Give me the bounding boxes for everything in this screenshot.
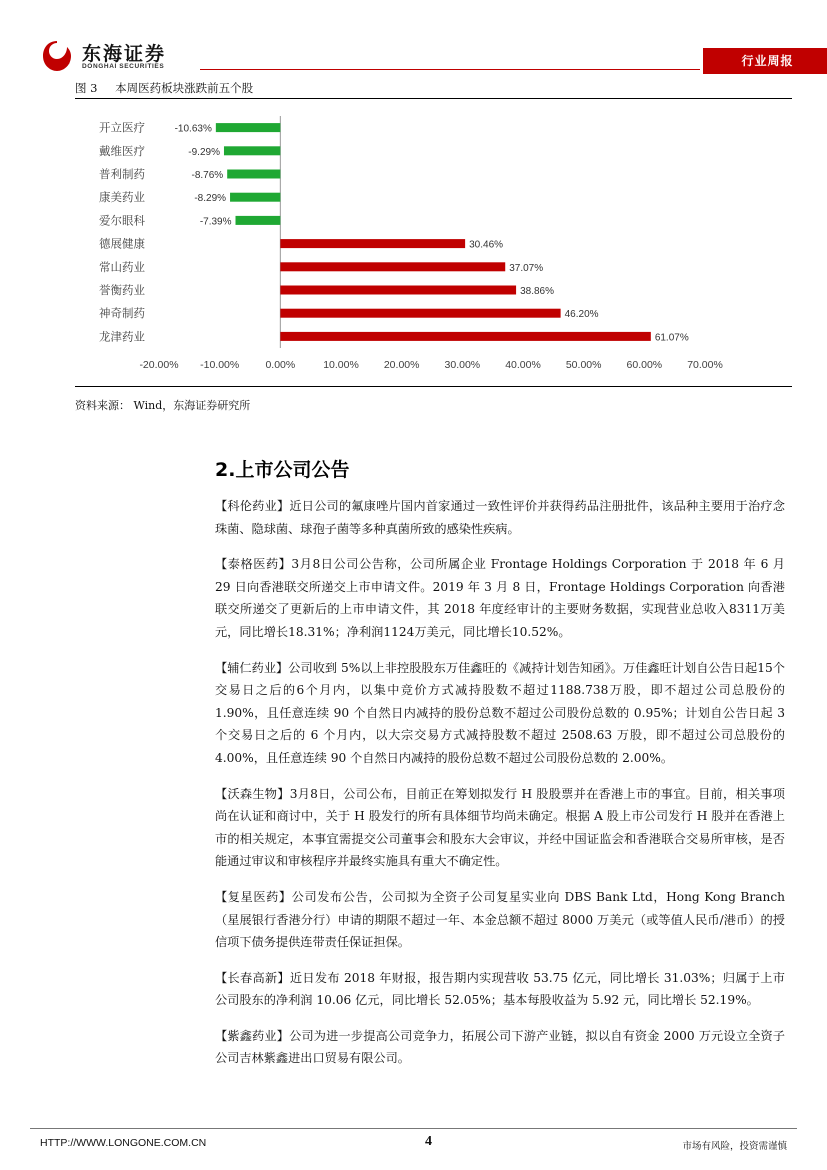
category-label: 誉衡药业 [99, 285, 145, 297]
data-label: 38.86% [520, 286, 555, 297]
x-tick-label: 30.00% [444, 359, 481, 371]
x-tick-label: 50.00% [565, 359, 602, 371]
category-label: 爱尔眼科 [99, 215, 145, 228]
bar [280, 239, 465, 248]
category-label: 常山药业 [99, 261, 145, 274]
announcement-paragraph: 【复星医药】公司发布公告，公司拟为全资子公司复星实业向 DBS Bank Ltd，Hong Kong Branch（星展银行香港分行）申请的期限不超过一年、本金总额不超过 8000 万美元（或等值人民币/港币）的授信项下债务提供连带责任保证担保。 [215, 889, 785, 950]
category-label: 开立医疗 [99, 122, 145, 135]
bar [230, 193, 280, 202]
figure-title: 本周医药板块涨跌前五个股 [115, 81, 254, 95]
figure-source: 资料来源： Wind，东海证券研究所 [75, 399, 251, 412]
announcement-paragraph: 【沃森生物】3月8日，公司公布，目前正在筹划拟发行 H 股股票并在香港上市的事宜。目前，相关事项尚在认证和商讨中，关于 H 股发行的所有具体细节均尚未确定。根据 A 股上市公司发行 H 股并在香港上市的相关规定，本事宜需提交公司董事会和股东大会审议，并经中国证监会和香港联合交易所审核，是否能通过审议和审核程序并最终实施具有重大不确定性。 [215, 786, 785, 869]
data-label: 30.46% [469, 239, 504, 251]
logo-chinese-name: 东海证券 [82, 43, 167, 65]
company-logo-icon [40, 38, 74, 74]
figure-label: 图 3 [75, 81, 98, 95]
x-tick-label: 0.00% [265, 359, 296, 371]
category-label: 龙津药业 [99, 331, 145, 344]
data-label: -8.29% [194, 193, 227, 205]
page-header [40, 38, 792, 74]
x-tick-label: 70.00% [687, 359, 723, 371]
figure-caption [75, 80, 792, 99]
bar [280, 309, 560, 318]
risk-disclaimer: 市场有风险，投资需谨慎 [682, 1141, 787, 1152]
x-tick-label: 10.00% [323, 359, 359, 371]
x-tick-label: 40.00% [505, 359, 541, 371]
data-label: -7.39% [199, 216, 232, 228]
bar [216, 123, 280, 132]
bar [227, 170, 280, 179]
logo-english-name: DONGHAI SECURITIES [82, 63, 165, 70]
bar [236, 216, 281, 225]
data-label: 61.07% [654, 332, 689, 344]
bar [224, 146, 280, 155]
data-label: -10.63% [174, 123, 212, 135]
announcement-paragraph: 【长春高新】近日发布 2018 年财报，报告期内实现营收 53.75 亿元，同比增长 31.03%；归属于上市公司股东的净利润 10.06 亿元，同比增长 52.05%；基本每股收益为 5.92 元，同比增长 52.19%。 [215, 970, 785, 1008]
page-number: 4 [425, 1134, 432, 1149]
announcement-paragraph: 【科伦药业】近日公司的氟康唑片国内首家通过一致性评价并获得药品注册批件，该品种主要用于治疗念珠菌、隐球菌、球孢子菌等多种真菌所致的感染性疾病。 [215, 499, 785, 536]
bar [280, 262, 505, 271]
announcement-paragraph: 【紫鑫药业】公司为进一步提高公司竞争力，拓展公司下游产业链，拟以自有资金 2000 万元设立全资子公司吉林紫鑫进出口贸易有限公司。 [215, 1028, 785, 1066]
footer-divider [30, 1128, 797, 1129]
category-label: 神奇制药 [99, 308, 145, 321]
announcement-paragraph: 【辅仁药业】公司收到 5%以上非控股股东万佳鑫旺的《减持计划告知函》。万佳鑫旺计划自公告日起15个交易日之后的6个月内，以集中竞价方式减持股数不超过1188.738万股，即不超过公司总股份的 1.90%，且任意连续 90 个自然日内减持的股份总数不超过公司股份总数的 0.95%；计划自公告日起 3 个交易日之后的 6 个月内，以大宗交易方式减持股数不超过 2508.63 万股，即不超过公司总股份的 4.00%，且任意连续 90 个自然日内减持的股份总数不超过公司股份总数的 2.00%。 [215, 660, 785, 765]
data-label: -9.29% [188, 146, 220, 158]
category-label: 普利制药 [99, 169, 145, 181]
data-label: -8.76% [191, 170, 224, 181]
data-label: 46.20% [564, 309, 599, 321]
category-label: 德展健康 [99, 238, 145, 251]
announcement-paragraph: 【泰格医药】3月8日公司公告称，公司所属企业 Frontage Holdings Corporation 于 2018 年 6 月 29 日向香港联交所递交上市申请文件。2019 年 3 月 8 日，Frontage Holdings Corporation 向香港联交所递交了更新后的上市申请文件，其 2018 年度经审计的主要财务数据，实现营业总收入8311万美元，同比增长18.31%；净利润1124万美元，同比增长10.52%。 [215, 557, 785, 639]
header-divider [200, 69, 700, 70]
data-label: 37.07% [509, 262, 544, 274]
figure-bottom-rule [75, 386, 792, 387]
footer-website-url: HTTP://WWW.LONGONE.COM.CN [40, 1137, 207, 1149]
x-tick-label: -20.00% [139, 359, 179, 371]
x-tick-label: -10.00% [200, 359, 240, 371]
x-tick-label: 60.00% [626, 359, 663, 371]
report-type-badge: 行业周报 [703, 48, 827, 74]
bar [280, 286, 516, 295]
section-title: 2.上市公司公告 [215, 459, 350, 481]
category-label: 戴维医疗 [99, 145, 145, 158]
announcements-list [215, 495, 785, 1083]
bar-chart [75, 108, 792, 383]
chart-svg [75, 108, 792, 383]
x-tick-label: 20.00% [383, 359, 420, 371]
category-label: 康美药业 [99, 192, 145, 205]
bar [280, 332, 650, 341]
